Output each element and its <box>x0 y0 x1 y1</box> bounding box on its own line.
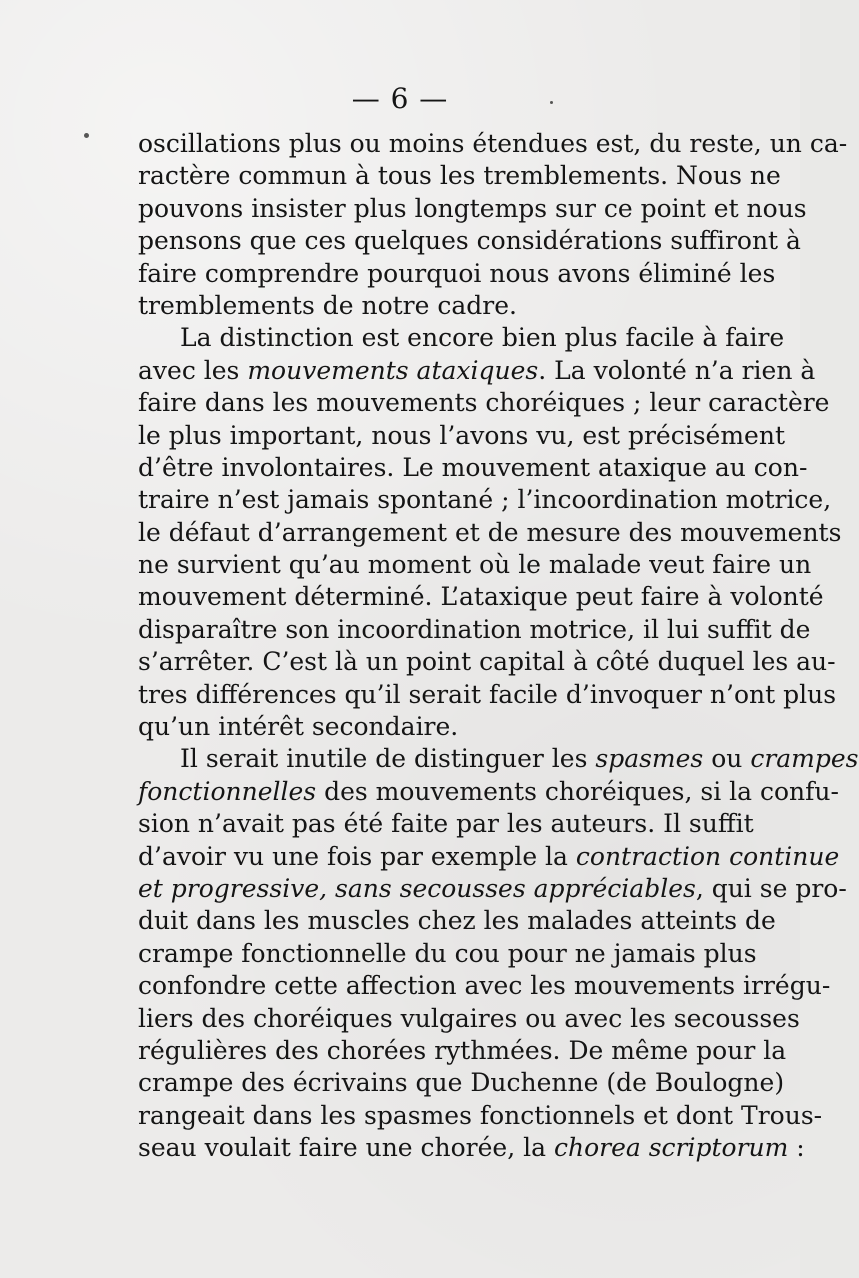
italic-phrase: chorea scriptorum <box>553 1133 789 1163</box>
italic-phrase: spasmes <box>595 744 704 774</box>
text-line: faire dans les mouvements choréiques ; leur caractère <box>138 388 830 418</box>
italic-phrase: contraction continue <box>575 841 840 871</box>
text-line: pouvons insister plus longtemps sur ce point et nous <box>138 193 807 223</box>
text-line: tres différences qu’il serait facile d’invoquer n’ont plus <box>138 679 837 709</box>
text-line <box>138 841 840 873</box>
text-line: ne survient qu’au moment où le malade veut faire un <box>138 550 812 580</box>
text-line <box>138 873 847 905</box>
text-line <box>138 355 816 387</box>
text-fragment: d’avoir vu une fois par exemple la <box>138 841 576 871</box>
text-line: crampe des écrivains que Duchenne (de Boulogne) <box>138 1068 785 1098</box>
text-fragment: seau voulait faire une chorée, la <box>138 1133 554 1163</box>
text-fragment: ou <box>703 744 751 774</box>
text-fragment: des mouvements choréiques, si la confu- <box>316 776 839 806</box>
text-line: La distinction est encore bien plus facile à faire <box>180 323 785 353</box>
text-fragment: . La volonté n’a rien à <box>538 355 816 385</box>
text-fragment: : <box>788 1133 805 1163</box>
text-line: disparaître son incoordination motrice, il lui suffit de <box>138 614 811 644</box>
text-line: tremblements de notre cadre. <box>138 290 517 320</box>
ink-spot <box>550 101 553 104</box>
text-line: s’arrêter. C’est là un point capital à côté duquel les au- <box>138 647 836 677</box>
italic-phrase: mouvements ataxiques <box>247 355 539 385</box>
text-line: crampe fonctionnelle du cou pour ne jamais plus <box>138 938 757 968</box>
text-line: ractère commun à tous les tremblements. Nous ne <box>138 161 781 191</box>
text-line: traire n’est jamais spontané ; l’incoordination motrice, <box>138 485 832 515</box>
text-line: liers des choréiques vulgaires ou avec les secousses <box>138 1003 800 1033</box>
text-line: faire comprendre pourquoi nous avons éliminé les <box>138 258 776 288</box>
text-line: duit dans les muscles chez les malades atteints de <box>138 906 776 936</box>
text-line <box>138 1132 805 1164</box>
text-line: qu’un intérêt secondaire. <box>138 712 459 742</box>
body-text <box>138 128 859 1165</box>
text-line: d’être involontaires. Le mouvement ataxique au con- <box>138 452 808 482</box>
italic-phrase: fonctionnelles <box>138 776 317 806</box>
italic-phrase: crampes <box>750 744 859 774</box>
text-line <box>138 743 859 775</box>
text-line: oscillations plus ou moins étendues est, du reste, un ca- <box>138 129 848 158</box>
text-line <box>138 776 839 808</box>
italic-phrase: et progressive, sans secousses appréciables <box>138 873 696 903</box>
ink-spot <box>84 133 89 138</box>
text-line: le plus important, nous l’avons vu, est précisément <box>138 420 785 450</box>
text-line: sion n’avait pas été faite par les auteurs. Il suffit <box>138 809 754 839</box>
text-fragment: , qui se pro- <box>695 873 847 903</box>
text-line: pensons que ces quelques considérations suffiront à <box>138 226 801 256</box>
text-fragment: avec les <box>138 355 248 385</box>
text-line: mouvement déterminé. L’ataxique peut faire à volonté <box>138 582 824 612</box>
text-line: régulières des chorées rythmées. De même pour la <box>138 1035 787 1065</box>
text-line: le défaut d’arrangement et de mesure des mouvements <box>138 517 842 547</box>
text-fragment: Il serait inutile de distinguer les <box>180 744 596 774</box>
text-line: rangeait dans les spasmes fonctionnels et dont Trous- <box>138 1100 823 1130</box>
page-number: — 6 — <box>351 82 449 115</box>
text-line: confondre cette affection avec les mouvements irrégu- <box>138 971 831 1001</box>
